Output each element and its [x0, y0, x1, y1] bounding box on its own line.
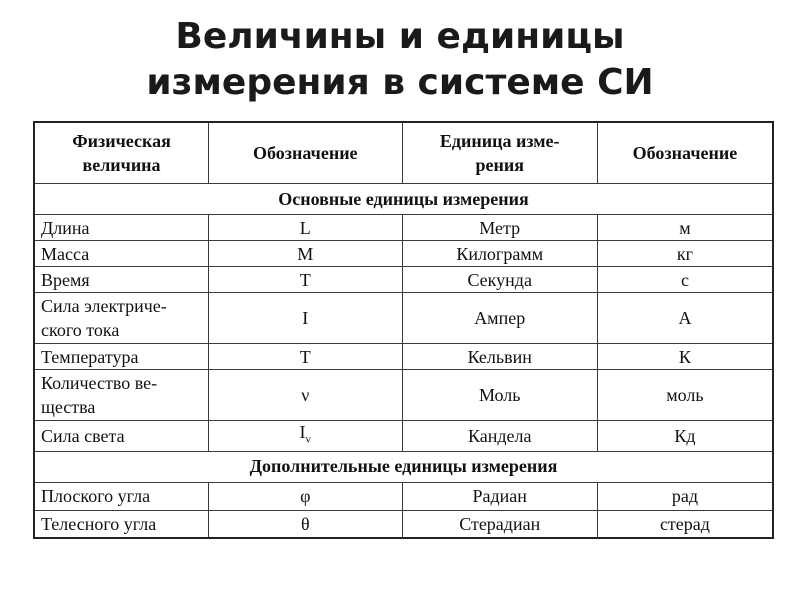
symbol-cell: θ [209, 510, 402, 538]
abbr-cell: моль [597, 370, 773, 421]
quantity-line1: Сила электриче- [41, 296, 167, 316]
symbol-cell: φ [209, 482, 402, 510]
abbr-cell: м [597, 215, 773, 241]
table-row [34, 241, 773, 267]
quantity-cell: Телесного угла [34, 510, 209, 538]
table-row [34, 267, 773, 293]
quantity-line1: Количество ве- [41, 373, 158, 393]
symbol-cell: M [209, 241, 402, 267]
abbr-cell: кг [597, 241, 773, 267]
quantity-cell: Сила света [34, 421, 209, 452]
symbol-cell [209, 421, 402, 452]
table-row [34, 421, 773, 452]
header-quantity-line2: величина [82, 155, 161, 175]
quantity-line2: щества [41, 397, 96, 417]
section-extra-row [34, 451, 773, 482]
abbr-cell: Кд [597, 421, 773, 452]
table-row [34, 482, 773, 510]
quantity-cell: Время [34, 267, 209, 293]
quantity-cell: Длина [34, 215, 209, 241]
symbol-cell: I [209, 293, 402, 344]
symbol-subscript: v [305, 433, 312, 446]
header-quantity-line1: Физическая [72, 131, 171, 151]
header-quantity [34, 122, 209, 184]
header-unit-symbol: Обозначение [597, 122, 773, 184]
quantity-cell [34, 293, 209, 344]
unit-cell: Метр [402, 215, 597, 241]
si-units-table [33, 121, 774, 539]
abbr-cell: К [597, 344, 773, 370]
title-line-1: Величины и единицы [175, 16, 625, 57]
table-header-row [34, 122, 773, 184]
si-units-table-wrap [33, 121, 774, 539]
unit-cell: Ампер [402, 293, 597, 344]
section-base-row [34, 184, 773, 215]
table-row [34, 344, 773, 370]
unit-cell: Моль [402, 370, 597, 421]
unit-cell: Радиан [402, 482, 597, 510]
unit-cell: Кельвин [402, 344, 597, 370]
header-unit [402, 122, 597, 184]
symbol-cell: T [209, 267, 402, 293]
abbr-cell: стерад [597, 510, 773, 538]
symbol-cell: T [209, 344, 402, 370]
quantity-cell: Температура [34, 344, 209, 370]
unit-cell: Кандела [402, 421, 597, 452]
quantity-cell [34, 370, 209, 421]
quantity-cell: Плоского угла [34, 482, 209, 510]
unit-cell: Стерадиан [402, 510, 597, 538]
section-base-label: Основные единицы измерения [34, 184, 773, 215]
table-row [34, 215, 773, 241]
symbol-main: I [299, 422, 306, 442]
header-unit-line2: рения [475, 155, 524, 175]
symbol-cell: L [209, 215, 402, 241]
quantity-line2: ского тока [41, 320, 120, 340]
header-unit-line1: Единица изме- [439, 131, 560, 151]
abbr-cell: А [597, 293, 773, 344]
title-line-2: измерения в системе СИ [146, 62, 654, 103]
table-row [34, 510, 773, 538]
unit-cell: Секунда [402, 267, 597, 293]
quantity-cell: Масса [34, 241, 209, 267]
abbr-cell: с [597, 267, 773, 293]
unit-cell: Килограмм [402, 241, 597, 267]
page-title [0, 14, 800, 106]
abbr-cell: рад [597, 482, 773, 510]
section-extra-label: Дополнительные единицы измерения [34, 451, 773, 482]
header-symbol: Обозначение [209, 122, 402, 184]
table-row [34, 293, 773, 344]
table-row [34, 370, 773, 421]
symbol-cell: ν [209, 370, 402, 421]
